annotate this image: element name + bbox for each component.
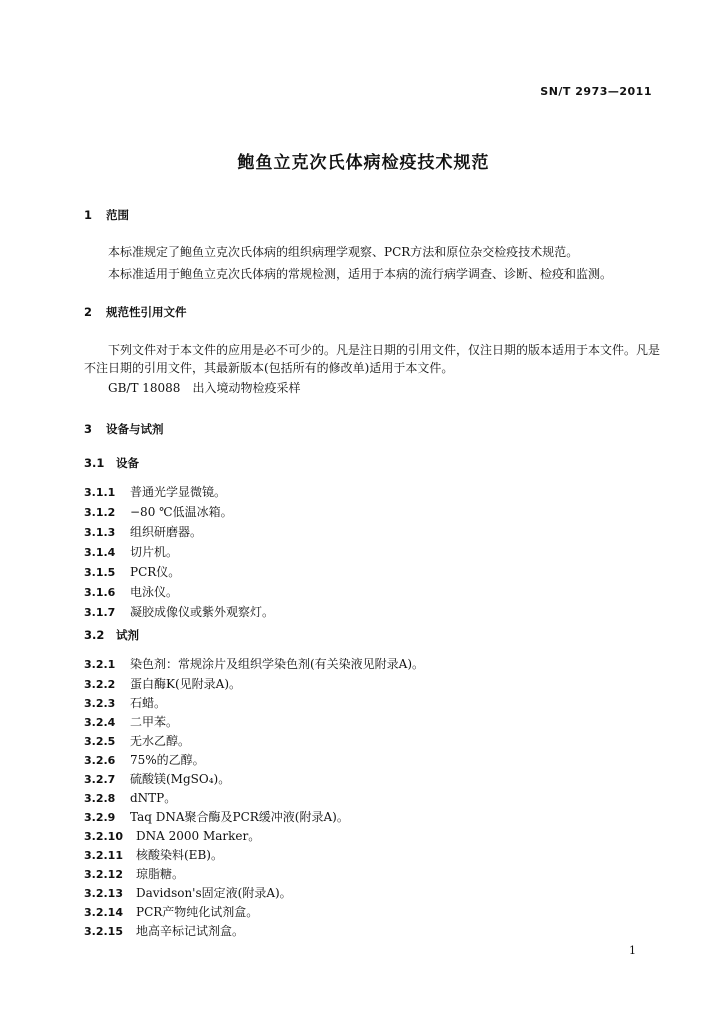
section-number: 3 xyxy=(84,422,93,436)
list-item: 3.1.7 凝胶成像仪或紫外观察灯。 xyxy=(84,605,275,619)
section-title: 范围 xyxy=(106,208,129,222)
list-item: 3.2.3 石蜡。 xyxy=(84,696,167,710)
list-item: 3.2.1 染色剂：常规涂片及组织学染色剂(有关染液见附录A)。 xyxy=(84,657,425,671)
section-title: 设备 xyxy=(116,456,139,470)
section-number: 1 xyxy=(84,208,93,222)
list-item: 3.2.15 地高辛标记试剂盒。 xyxy=(84,924,245,938)
section-title: 规范性引用文件 xyxy=(106,305,187,319)
list-item: 3.2.8 dNTP。 xyxy=(84,791,177,805)
list-item: 3.2.14 PCR产物纯化试剂盒。 xyxy=(84,905,259,919)
standard-number: SN/T 2973—2011 xyxy=(540,85,652,98)
list-item: 3.1.1 普通光学显微镜。 xyxy=(84,485,227,499)
list-item: 3.1.6 电泳仪。 xyxy=(84,585,179,599)
list-item: 3.1.3 组织研磨器。 xyxy=(84,525,203,539)
section-number: 3.2 xyxy=(84,628,105,642)
list-item: 3.2.10 DNA 2000 Marker。 xyxy=(84,829,261,843)
list-item: 3.2.13 Davidson's固定液(附录A)。 xyxy=(84,886,292,900)
list-item: 3.2.4 二甲苯。 xyxy=(84,715,179,729)
section-title: 试剂 xyxy=(116,628,139,642)
list-item: 3.2.5 无水乙醇。 xyxy=(84,734,191,748)
list-item: 3.2.9 Taq DNA聚合酶及PCR缓冲液(附录A)。 xyxy=(84,810,349,824)
document-title: 鲍鱼立克次氏体病检疫技术规范 xyxy=(237,153,490,173)
list-item: 3.2.2 蛋白酶K(见附录A)。 xyxy=(84,677,241,691)
list-item: 3.2.12 琼脂糖。 xyxy=(84,867,185,881)
section-title: 设备与试剂 xyxy=(106,422,164,436)
list-item: 3.1.4 切片机。 xyxy=(84,545,179,559)
paragraph-line: 本标准适用于鲍鱼立克次氏体病的常规检测，适用于本病的流行病学调查、诊断、检疫和监测。 xyxy=(108,267,613,281)
list-item: 3.1.5 PCR仪。 xyxy=(84,565,181,579)
subsection-3-1-heading xyxy=(84,455,139,471)
page-number: 1 xyxy=(629,944,636,957)
section-3-heading xyxy=(84,421,164,437)
section-2-heading xyxy=(84,304,187,320)
list-item: 3.2.6 75%的乙醇。 xyxy=(84,753,205,767)
list-item: 3.1.2 −80 ℃低温冰箱。 xyxy=(84,505,233,519)
list-item: 3.2.11 核酸染料(EB)。 xyxy=(84,848,223,862)
subsection-3-2-heading xyxy=(84,627,139,643)
section-number: 2 xyxy=(84,305,93,319)
normative-paragraph: 下列文件对于本文件的应用是必不可少的。凡是注日期的引用文件，仅注日期的版本适用于本文件。凡是不注日期的引用文件，其最新版本(包括所有的修改单)适用于本文件。 xyxy=(84,343,661,375)
list-item: 3.2.7 硫酸镁(MgSO₄)。 xyxy=(84,772,231,786)
section-1-heading xyxy=(84,207,129,223)
section-number: 3.1 xyxy=(84,456,105,470)
normative-reference: GB/T 18088 出入境动物检疫采样 xyxy=(108,381,301,395)
paragraph-line: 本标准规定了鲍鱼立克次氏体病的组织病理学观察、PCR方法和原位杂交检疫技术规范。 xyxy=(108,245,579,259)
